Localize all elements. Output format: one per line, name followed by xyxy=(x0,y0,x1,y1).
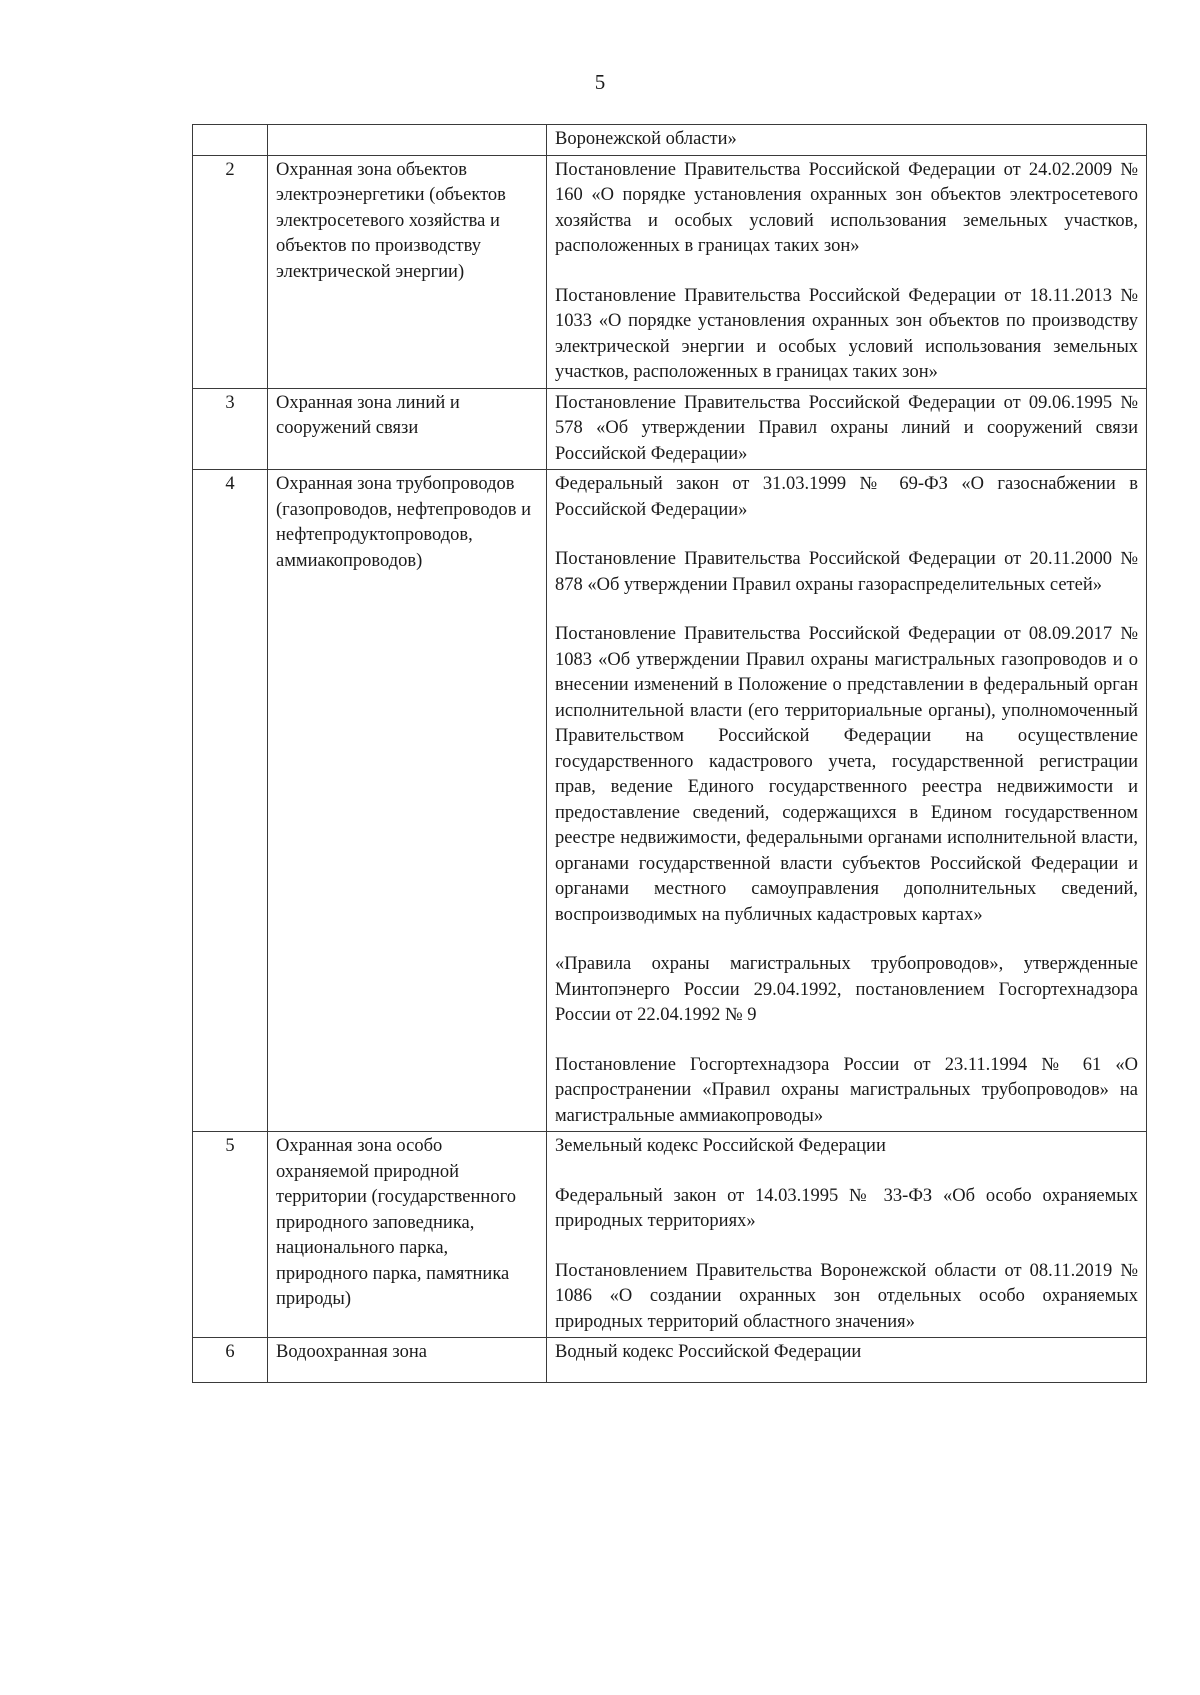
legal-document: Постановление Правительства Российской Федерации от 24.02.2009 № 160 «О порядке установления охранных зон объектов электросетевого хозяйства и особых условий использования земельных участков, расположенных в границах таких зон» xyxy=(555,159,1138,256)
zone-name: Охранная зона линий и сооружений связи xyxy=(268,388,547,470)
zone-name: Охранная зона объектов электроэнергетики (объектов электросетевого хозяйства и объектов по производству электрической энергии) xyxy=(268,155,547,388)
legal-basis-cell xyxy=(547,470,1147,1132)
page-number: 5 xyxy=(594,70,606,94)
row-number: 6 xyxy=(193,1338,268,1383)
legal-basis-cell xyxy=(547,1132,1147,1338)
legal-basis-cell xyxy=(547,388,1147,470)
legal-document: Постановление Правительства Российской Федерации от 09.06.1995 № 578 «Об утверждении Правил охраны линий и сооружений связи Российской Федерации» xyxy=(555,392,1138,464)
row-number: 3 xyxy=(193,388,268,470)
legal-document: Постановление Правительства Российской Федерации от 08.09.2017 № 1083 «Об утверждении Правил охраны магистральных газопроводов и о внесении изменений в Положение о представлении в федеральный орган исполнительной власти (его территориальные органы), уполномоченный Правительством Российской Федерации на осуществление государственного кадастрового учета, государственной регистрации прав, ведение Единого государственного реестра недвижимости и предоставление сведений, содержащихся в Едином государственном реестре недвижимости, федеральными органами исполнительной власти, органами государственной власти субъектов Российской Федерации и органами местного самоуправления дополнительных сведений, воспроизводимых на публичных кадастровых картах» xyxy=(555,624,1138,925)
legal-document: Постановлением Правительства Воронежской области от 08.11.2019 № 1086 «О создании охранных зон отдельных особо охраняемых природных территорий областного значения» xyxy=(555,1260,1138,1332)
regulations-table xyxy=(192,124,1147,1383)
legal-basis-cell xyxy=(547,1338,1147,1383)
zone-name xyxy=(268,125,547,156)
legal-document: Постановление Госгортехнадзора России от 23.11.1994 № 61 «О распространении «Правил охраны магистральных трубопроводов» на магистральные аммиакопроводы» xyxy=(555,1054,1138,1126)
legal-document: Водный кодекс Российской Федерации xyxy=(555,1342,862,1362)
legal-document: Земельный кодекс Российской Федерации xyxy=(555,1136,886,1156)
legal-document: Федеральный закон от 31.03.1999 № 69-ФЗ «О газоснабжении в Российской Федерации» xyxy=(555,474,1138,520)
table-row xyxy=(193,125,1147,156)
legal-document: Федеральный закон от 14.03.1995 № 33-ФЗ «Об особо охраняемых природных территориях» xyxy=(555,1185,1138,1231)
zone-name: Водоохранная зона xyxy=(268,1338,547,1383)
zone-name: Охранная зона трубопроводов (газопроводов, нефтепроводов и нефтепродуктопроводов, аммиакопроводов) xyxy=(268,470,547,1132)
row-number: 4 xyxy=(193,470,268,1132)
row-number: 2 xyxy=(193,155,268,388)
table-row xyxy=(193,1132,1147,1338)
table-row xyxy=(193,1338,1147,1383)
row-number: 5 xyxy=(193,1132,268,1338)
row-number xyxy=(193,125,268,156)
legal-document: Постановление Правительства Российской Федерации от 20.11.2000 № 878 «Об утверждении Правил охраны газораспределительных сетей» xyxy=(555,549,1138,595)
legal-document: Воронежской области» xyxy=(555,129,737,149)
legal-basis-cell xyxy=(547,125,1147,156)
table-row xyxy=(193,388,1147,470)
table-row xyxy=(193,470,1147,1132)
legal-document: «Правила охраны магистральных трубопроводов», утвержденные Минтопэнерго России 29.04.1992, постановлением Госгортехнадзора России от 22.04.1992 № 9 xyxy=(555,954,1138,1025)
legal-document: Постановление Правительства Российской Федерации от 18.11.2013 № 1033 «О порядке установления охранных зон объектов по производству электрической энергии и особых условий использования земельных участков, расположенных в границах таких зон» xyxy=(555,285,1138,382)
zone-name: Охранная зона особо охраняемой природной территории (государственного природного заповедника, национального парка, природного парка, памятника природы) xyxy=(268,1132,547,1338)
legal-basis-cell xyxy=(547,155,1147,388)
table-row xyxy=(193,155,1147,388)
